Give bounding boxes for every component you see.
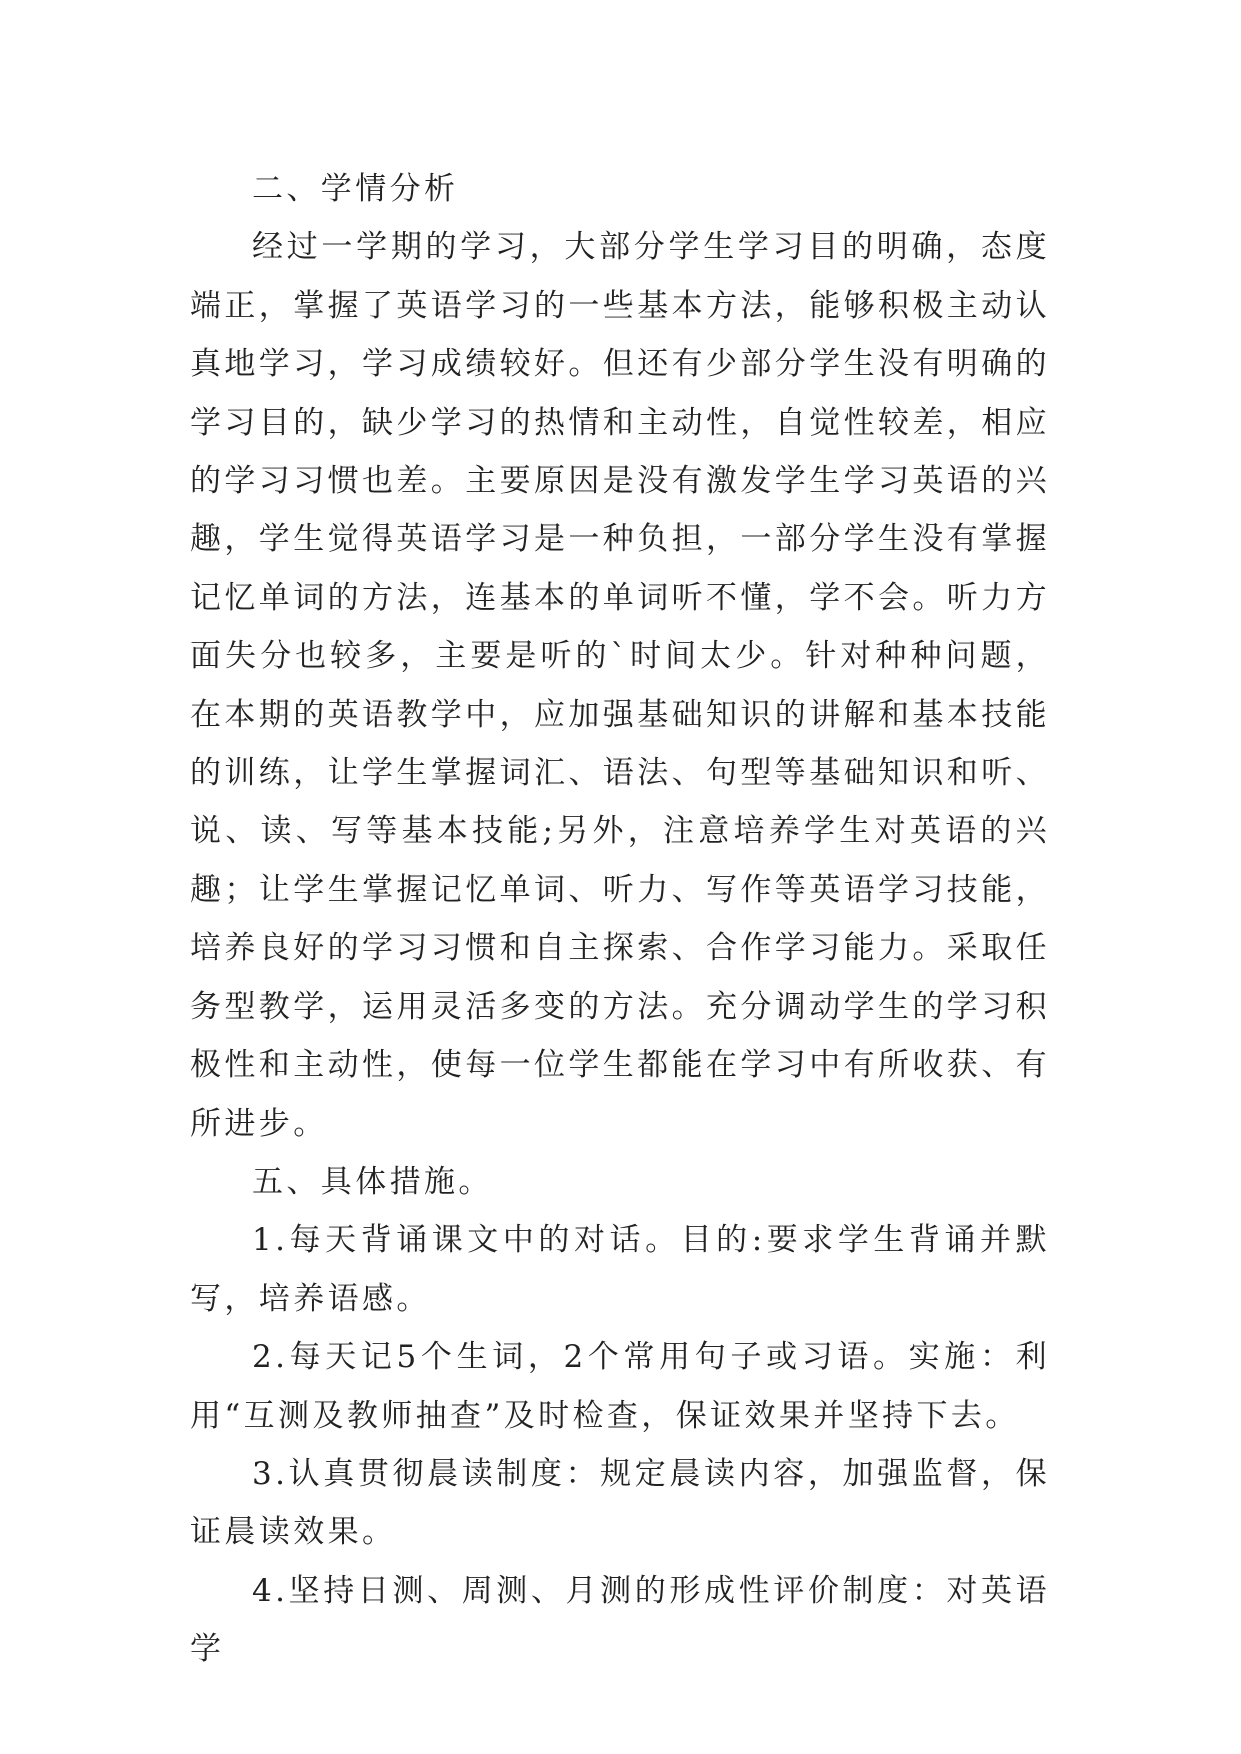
measure-item-3: 3.认真贯彻晨读制度：规定晨读内容，加强监督，保证晨读效果。	[190, 1455, 1050, 1551]
section-heading-specific-measures: 五、具体措施。	[252, 1163, 493, 1200]
measure-item-1: 1.每天背诵课文中的对话。目的:要求学生背诵并默写，培养语感。	[190, 1222, 1050, 1317]
document-body	[190, 160, 1050, 1679]
learning-analysis-paragraph: 经过一学期的学习，大部分学生学习目的明确，态度端正，掌握了英语学习的一些基本方法，能够积极主动认真地学习，学习成绩较好。但还有少部分学生没有明确的学习目的，缺少学习的热情和主动性，自觉性较差，相应的学习习惯也差。主要原因是没有激发学生学习英语的兴趣，学生觉得英语学习是一种负担，一部分学生没有掌握记忆单词的方法，连基本的单词听不懂，学不会。听力方面失分也较多，主要是听的`时间太少。针对种种问题，在本期的英语教学中，应加强基础知识的讲解和基本技能的训练，让学生掌握词汇、语法、句型等基础知识和听、说、读、写等基本技能;另外，注意培养学生对英语的兴趣；让学生掌握记忆单词、听力、写作等英语学习技能，培养良好的学习习惯和自主探索、合作学习能力。采取任务型教学，运用灵活多变的方法。充分调动学生的学习积极性和主动性，使每一位学生都能在学习中有所收获、有所进步。	[190, 229, 1050, 1142]
section-heading-learning-analysis: 二、学情分析	[252, 171, 459, 207]
measure-item-4: 4.坚持日测、周测、月测的形成性评价制度：对英语学	[190, 1572, 1050, 1668]
measure-item-2: 2.每天记5个生词，2个常用句子或习语。实施：利用“互测及教师抽查”及时检查，保证效果并坚持下去。	[190, 1339, 1050, 1434]
